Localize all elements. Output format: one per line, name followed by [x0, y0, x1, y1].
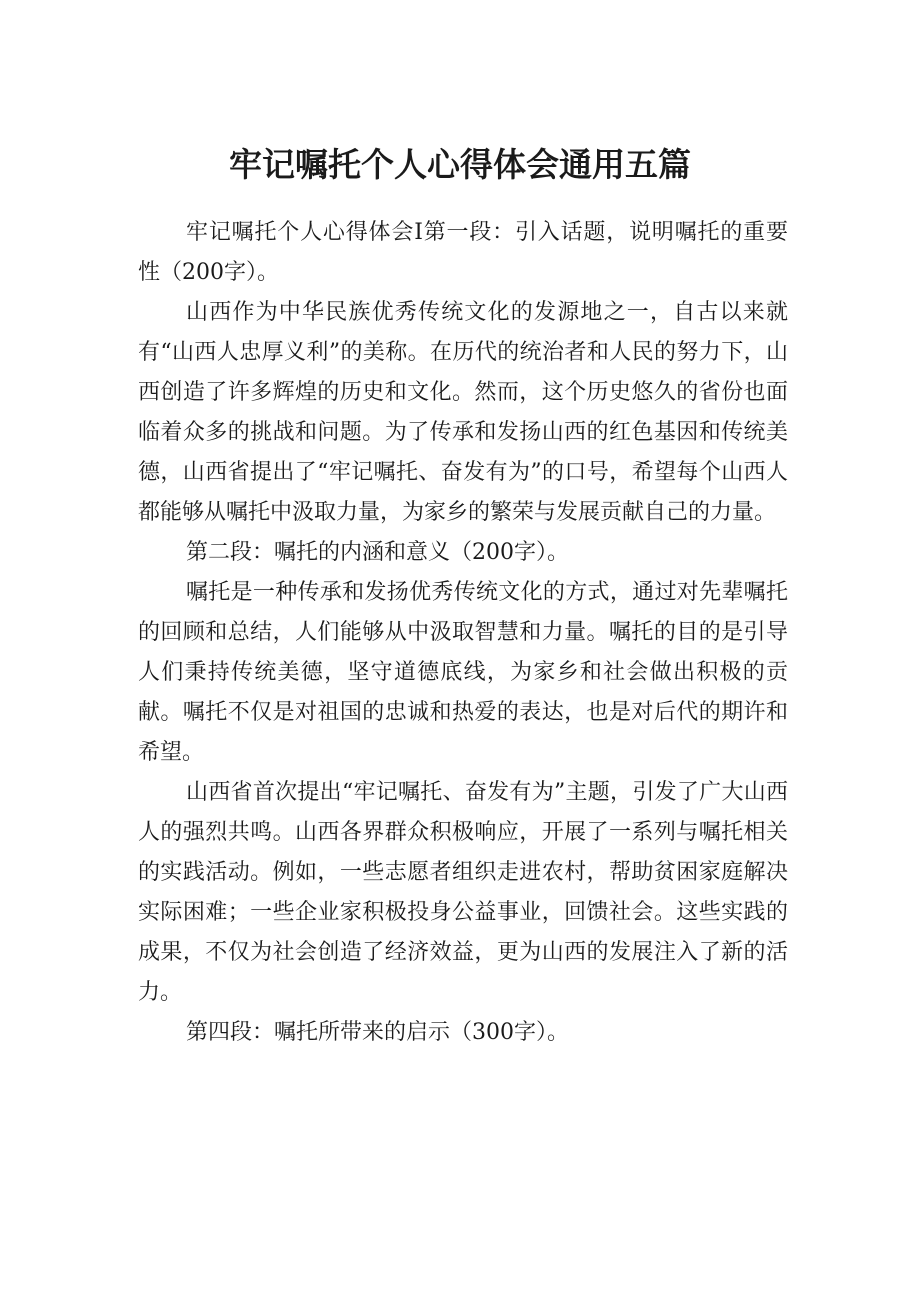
paragraph-intro-heading: 牢记嘱托个人心得体会Ⅰ第一段：引入话题，说明嘱托的重要性（200字）。: [138, 220, 788, 285]
paragraph-shanxi-background: 山西作为中华民族优秀传统文化的发源地之一，自古以来就有“山西人忠厚义利”的美称。在历代的统治者和人民的努力下，山西创造了许多辉煌的历史和文化。然而，这个历史悠久的省份也面临着众多的挑战和问题。为了传承和发扬山西的红色基因和传统美德，山西省提出了“牢记嘱托、奋发有为”的口号，希望每个山西人都能够从嘱托中汲取力量，为家乡的繁荣与发展贡献自己的力量。: [138, 300, 788, 525]
paragraph-section-two-heading: 第二段：嘱托的内涵和意义（200字）。: [186, 540, 569, 565]
document-body: [138, 213, 788, 1053]
paragraph-meaning-of-entrustment: 嘱托是一种传承和发扬优秀传统文化的方式，通过对先辈嘱托的回顾和总结，人们能够从中汲取智慧和力量。嘱托的目的是引导人们秉持传统美德，坚守道德底线，为家乡和社会做出积极的贡献。嘱托不仅是对祖国的忠诚和热爱的表达，也是对后代的期许和希望。: [138, 580, 788, 765]
paragraph-section-four-heading: 第四段：嘱托所带来的启示（300字）。: [186, 1020, 569, 1045]
paragraph-practice-activities: 山西省首次提出“牢记嘱托、奋发有为”主题，引发了广大山西人的强烈共鸣。山西各界群众积极响应，开展了一系列与嘱托相关的实践活动。例如，一些志愿者组织走进农村，帮助贫困家庭解决实际困难；一些企业家积极投身公益事业，回馈社会。这些实践的成果，不仅为社会创造了经济效益，更为山西的发展注入了新的活力。: [138, 780, 788, 1005]
document-title: 牢记嘱托个人心得体会通用五篇: [229, 145, 691, 185]
